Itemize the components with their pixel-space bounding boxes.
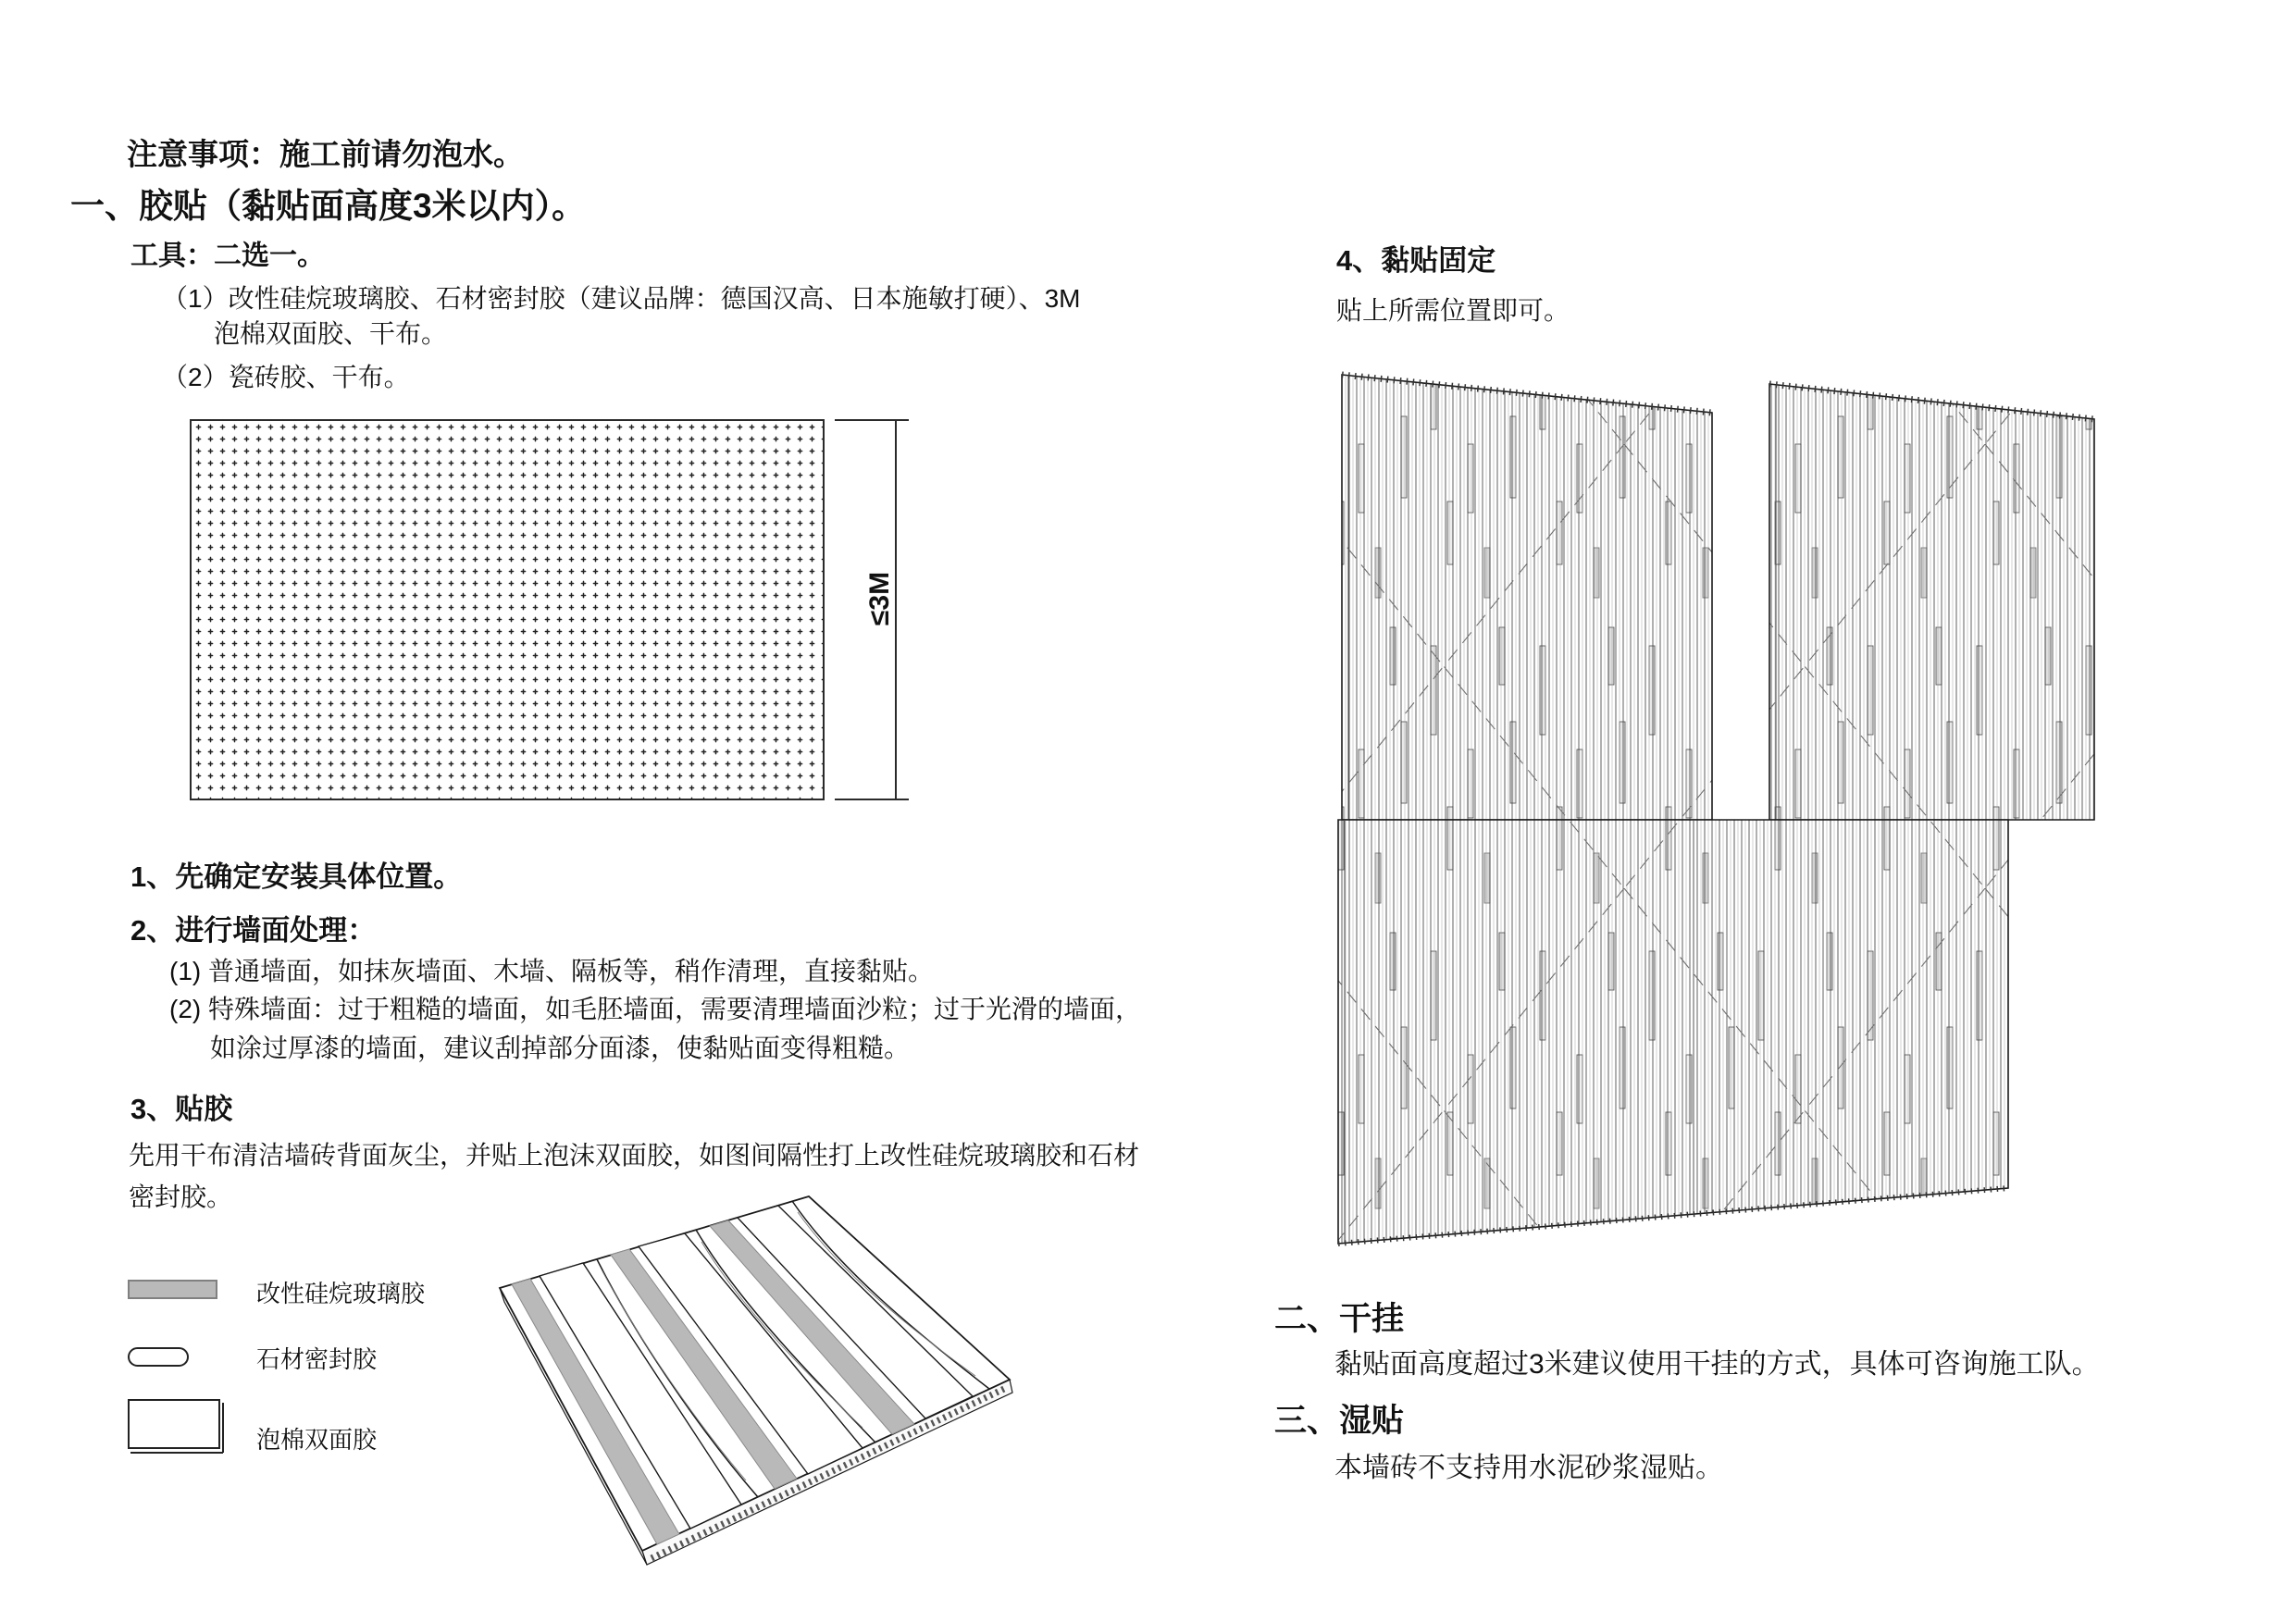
- panel-height-diagram: [167, 398, 944, 833]
- dotted-panel-face: [191, 420, 824, 799]
- section3-body: 本墙砖不支持用水泥砂浆湿贴。: [1334, 1453, 1723, 1483]
- step2-item2-line1: (2) 特殊墙面：过于粗糙的墙面，如毛胚墙面，需要清理墙面沙粒；过于光滑的墙面，: [169, 995, 1142, 1023]
- mounted-panels-illustration: [1314, 361, 2128, 1268]
- tool-option1-line2: 泡棉双面胶、干布。: [214, 319, 448, 348]
- section1-heading: 一、胶贴（黏贴面高度3米以内）。: [70, 187, 587, 225]
- step4-body: 贴上所需位置即可。: [1336, 296, 1570, 325]
- note-line: 注意事项：施工前请勿泡水。: [127, 137, 524, 171]
- tool-option1-line1: （1）改性硅烷玻璃胶、石材密封胶（建议品牌：德国汉高、日本施敏打硬）、3M: [162, 284, 1081, 313]
- step3: 3、贴胶: [130, 1093, 233, 1125]
- tool-option2: （2）瓷砖胶、干布。: [162, 363, 410, 391]
- legend-label-foam-tape: 泡棉双面胶: [256, 1426, 378, 1454]
- legend-swatch-glue-bar: [128, 1280, 217, 1299]
- section2-body: 黏贴面高度超过3米建议使用干挂的方式，具体可咨询施工队。: [1334, 1349, 2100, 1380]
- legend-label-sealant: 石材密封胶: [256, 1345, 378, 1373]
- step3-line1: 先用干布清洁墙砖背面灰尘，并贴上泡沫双面胶，如图间隔性打上改性硅烷玻璃胶和石材: [129, 1141, 1140, 1170]
- glue-application-diagram: [463, 1166, 1055, 1582]
- step3-line2: 密封胶。: [129, 1183, 233, 1211]
- panel-top-left: [1342, 375, 1712, 820]
- step2: 2、进行墙面处理：: [130, 914, 377, 947]
- step2-item1: (1) 普通墙面，如抹灰墙面、木墙、隔板等，稍作清理，直接黏贴。: [169, 957, 935, 985]
- height-dimension-label: ≤3M: [864, 571, 895, 626]
- tools-title: 工具：二选一。: [130, 241, 325, 271]
- step4: 4、黏贴固定: [1336, 244, 1496, 277]
- step1: 1、先确定安装具体位置。: [130, 861, 463, 893]
- panel-top-right: [1769, 384, 2094, 820]
- section2-heading: 二、干挂: [1274, 1301, 1405, 1337]
- step2-item2-line2: 如涂过厚漆的墙面，建议刮掉部分面漆，使黏贴面变得粗糙。: [210, 1034, 911, 1062]
- legend-swatch-sealant-pill: [128, 1347, 189, 1367]
- legend-box-3d-edge-bottom: [130, 1452, 223, 1454]
- legend-box-3d-edge-right: [222, 1403, 224, 1453]
- legend-swatch-foam-tape-box: [128, 1399, 220, 1449]
- panel-bottom: [1338, 820, 2008, 1244]
- section3-heading: 三、湿贴: [1274, 1403, 1405, 1439]
- legend-label-glue: 改性硅烷玻璃胶: [256, 1280, 426, 1307]
